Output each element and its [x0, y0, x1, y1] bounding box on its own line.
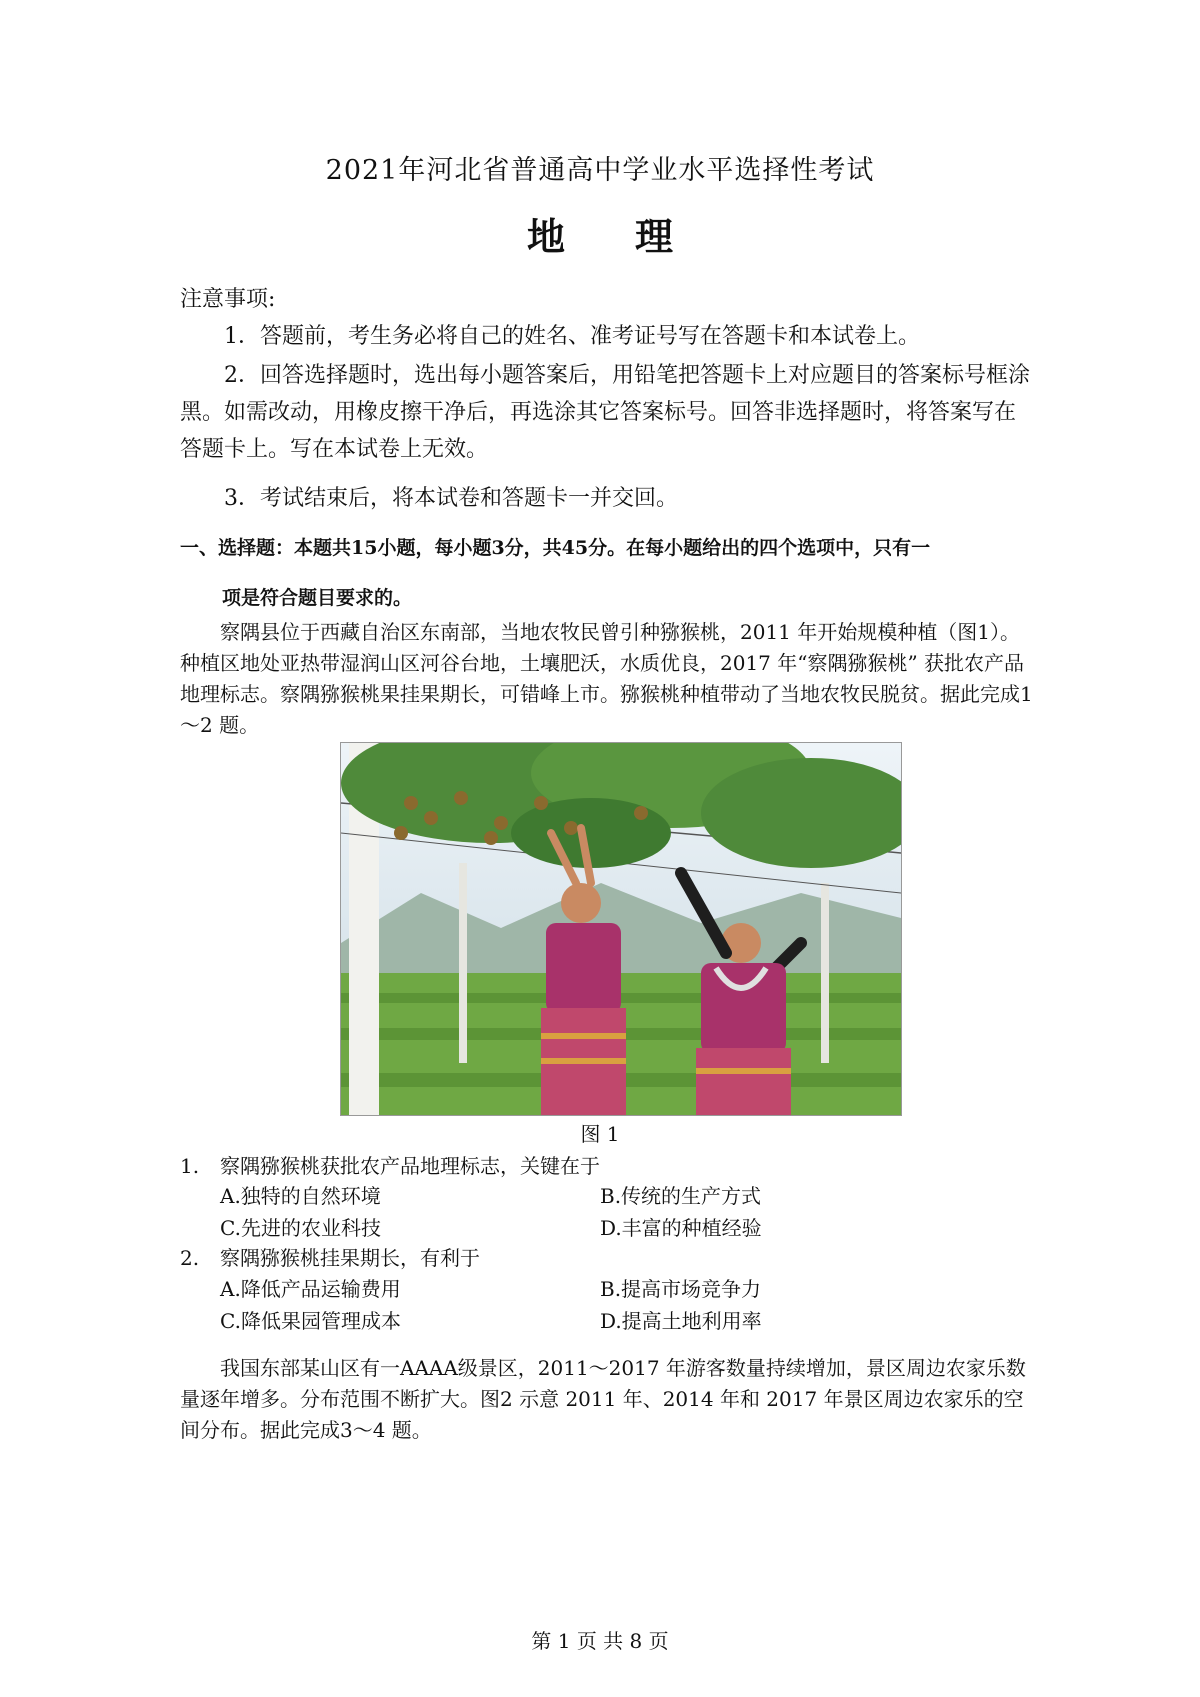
subject-title: [0, 206, 1200, 261]
note-item-2: 2．回答选择题时，选出每小题答案后，用铅笔把答题卡上对应题目的答案标号框涂黑。如需改动，用橡皮擦干净后，再选涂其它答案标号。回答非选择题时，将答案写在答题卡上。写在本试卷上无效。: [180, 363, 1030, 462]
figure-1-caption: 图 1: [580, 1122, 620, 1146]
question-1-number: 1.: [180, 1154, 200, 1178]
question-2-option-c[interactable]: C.降低果园管理成本: [220, 1309, 401, 1333]
question-1-option-d[interactable]: D.丰富的种植经验: [600, 1216, 762, 1240]
question-2-option-d[interactable]: D.提高土地利用率: [600, 1309, 762, 1333]
section-heading-line2: 项是符合题目要求的。: [222, 587, 413, 609]
subject-char-2: 理: [635, 214, 674, 259]
kiwi-harvest-illustration: [341, 743, 901, 1115]
exam-title: 2021年河北省普通高中学业水平选择性考试: [325, 155, 875, 186]
passage-2: 我国东部某山区有一AAAA级景区，2011～2017 年游客数量持续增加，景区周边农家乐数量逐年增多。分布范围不断扩大。图2 示意 2011 年、2014 年和 2017 年景区周边农家乐的空间分布。据此完成3～4 题。: [180, 1356, 1026, 1442]
question-2-number: 2.: [180, 1246, 200, 1270]
subject-char-1: 地: [526, 214, 565, 259]
figure-1-photo: [340, 742, 902, 1116]
question-2: [180, 1242, 480, 1271]
note-item-3: 3．考试结束后，将本试卷和答题卡一并交回。: [224, 486, 678, 511]
question-1-option-b[interactable]: B.传统的生产方式: [600, 1184, 762, 1208]
question-2-option-b[interactable]: B.提高市场竞争力: [600, 1277, 762, 1301]
section-heading-line1: 一、选择题：本题共15小题，每小题3分，共45分。在每小题给出的四个选项中，只有一: [180, 537, 931, 559]
passage-1: 察隅县位于西藏自治区东南部，当地农牧民曾引种猕猴桃，2011 年开始规模种植（图1）。种植区地处亚热带湿润山区河谷台地，土壤肥沃，水质优良，2017 年“察隅猕猴桃” 获批农产品地理标志。察隅猕猴桃果挂果期长，可错峰上市。猕猴桃种植带动了当地农牧民脱贫。据此完成1～2 题。: [180, 620, 1033, 737]
question-1-option-a[interactable]: A.独特的自然环境: [220, 1184, 381, 1208]
note-item-1: 1．答题前，考生务必将自己的姓名、准考证号写在答题卡和本试卷上。: [224, 324, 920, 349]
page-footer: 第 1 页 共 8 页: [531, 1629, 669, 1653]
question-2-stem: 察隅猕猴桃挂果期长，有利于: [220, 1246, 480, 1270]
notes-heading: 注意事项:: [180, 287, 276, 312]
question-1-option-c[interactable]: C.先进的农业科技: [220, 1216, 381, 1240]
question-1: [180, 1150, 600, 1179]
section-heading: [180, 523, 1050, 623]
question-2-option-a[interactable]: A.降低产品运输费用: [220, 1277, 401, 1301]
question-1-stem: 察隅猕猴桃获批农产品地理标志，关键在于: [220, 1154, 600, 1178]
